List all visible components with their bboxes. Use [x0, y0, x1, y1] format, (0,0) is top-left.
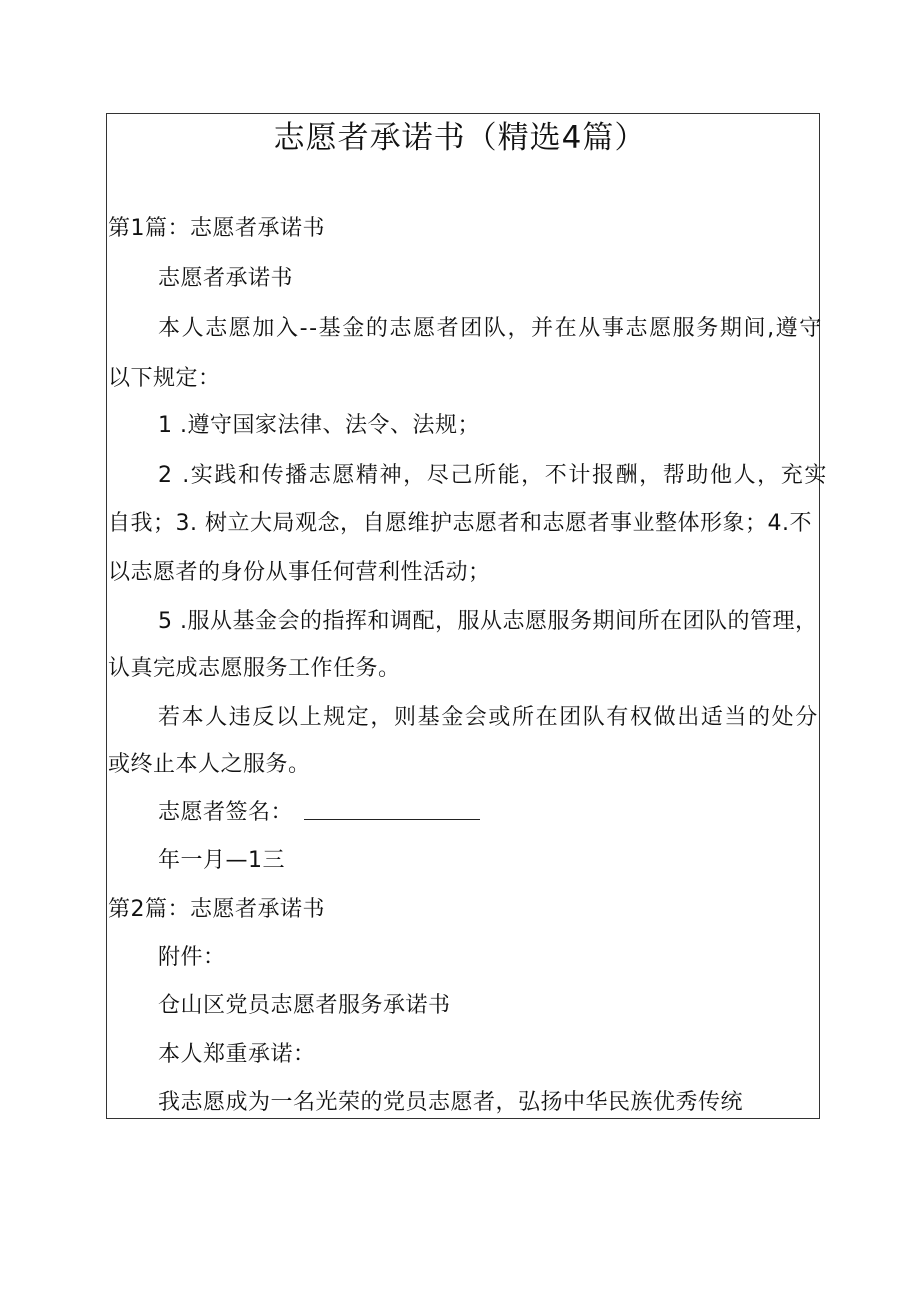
section-2-subtitle: 仓山区党员志愿者服务承诺书	[158, 993, 451, 1018]
paragraph-line: 若本人违反以上规定，则基金会或所在团队有权做出适当的处分	[158, 705, 819, 730]
rule-item-1: 1 .遵守国家法律、法令、法规；	[158, 413, 480, 438]
date-line: 年一月—1三	[158, 848, 285, 873]
section-2-heading: 第2篇：志愿者承诺书	[108, 897, 325, 922]
section-1-heading: 第1篇：志愿者承诺书	[108, 216, 325, 241]
attachment-label: 附件：	[158, 945, 226, 970]
rule-item-5: 5 .服从基金会的指挥和调配，服从志愿服务期间所在团队的管理，	[158, 609, 818, 634]
document-title: 志愿者承诺书（精选4篇）	[273, 120, 647, 156]
paragraph-line: 本人郑重承诺：	[158, 1042, 316, 1067]
paragraph-line: 自我；3. 树立大局观念，自愿维护志愿者和志愿者事业整体形象；4.不	[108, 511, 812, 536]
paragraph-line: 或终止本人之服务。	[108, 752, 311, 777]
paragraph-line: 我志愿成为一名光荣的党员志愿者，弘扬中华民族优秀传统	[158, 1090, 744, 1115]
paragraph-line: 以志愿者的身份从事任何营利性活动；	[108, 560, 491, 585]
rule-item-2: 2 .实践和传播志愿精神，尽己所能，不计报酬，帮助他人，充实	[158, 463, 828, 488]
section-1-subtitle: 志愿者承诺书	[158, 266, 294, 291]
signature-blank-line	[304, 819, 480, 820]
paragraph-line: 认真完成志愿服务工作任务。	[108, 656, 401, 681]
paragraph-line: 以下规定：	[108, 366, 221, 391]
signature-label: 志愿者签名：	[158, 800, 294, 825]
paragraph-line: 本人志愿加入--基金的志愿者团队，并在从事志愿服务期间,遵守	[158, 316, 823, 341]
